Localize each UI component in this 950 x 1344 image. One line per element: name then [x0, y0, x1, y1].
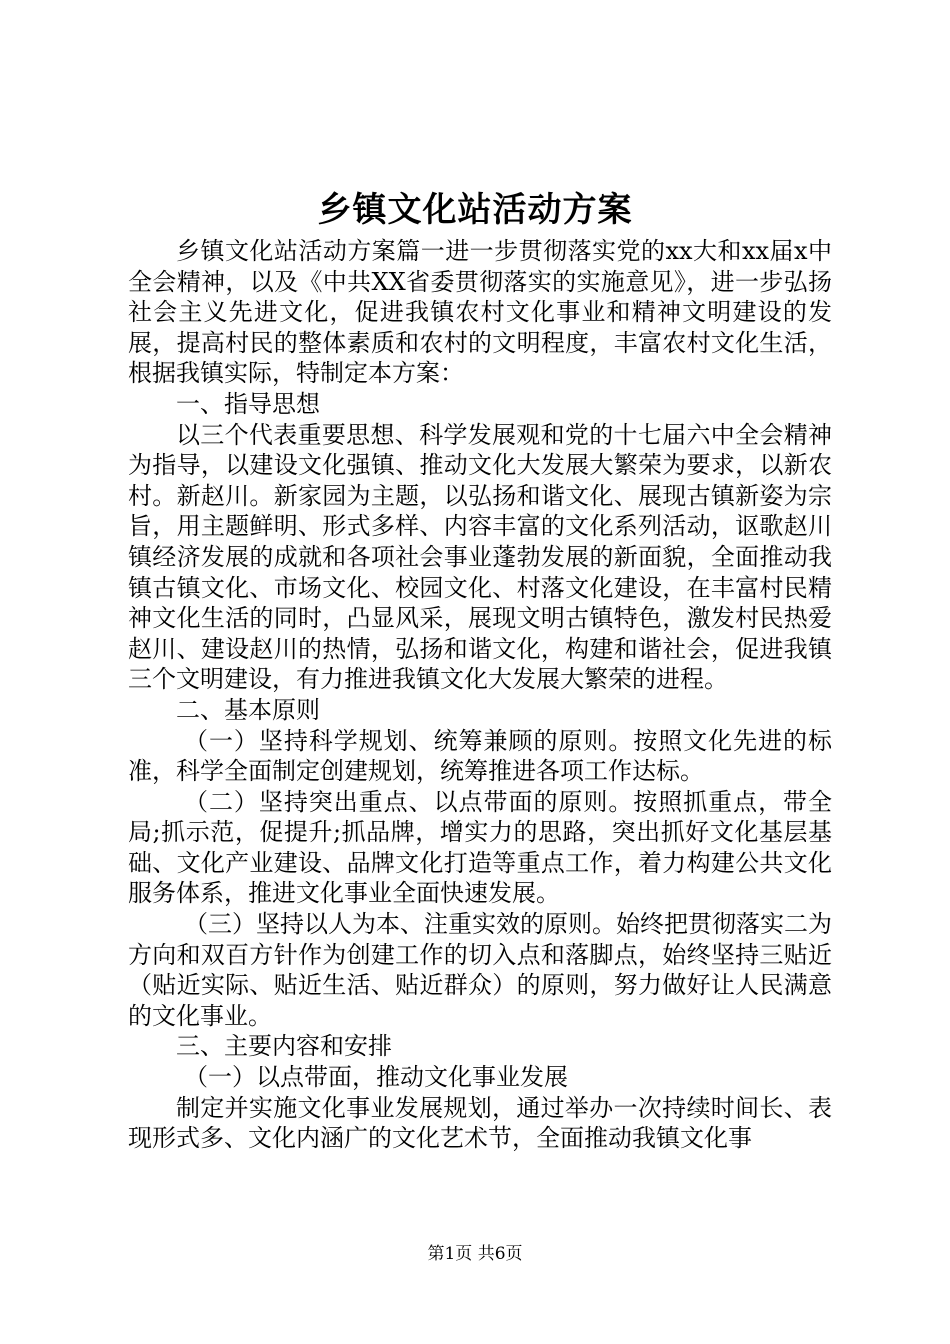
paragraph-principle-2: （二）坚持突出重点、以点带面的原则。按照抓重点，带全局;抓示范，促提升;抓品牌，增实力的思路，突出抓好文化基层基础、文化产业建设、品牌文化打造等重点工作，着力构建公共文化服务体系，推进文化事业全面快速发展。: [128, 787, 832, 908]
section-heading-guiding-thought: 一、指导思想: [176, 389, 320, 418]
document-title: 乡镇文化站活动方案: [317, 190, 633, 230]
paragraph-guiding-thought: 以三个代表重要思想、科学发展观和党的十七届六中全会精神为指导，以建设文化强镇、推动文化大发展大繁荣为要求，以新农村。新赵川。新家园为主题，以弘扬和谐文化、展现古镇新姿为宗旨，用主题鲜明、形式多样、内容丰富的文化系列活动，讴歌赵川镇经济发展的成就和各项社会事业蓬勃发展的新面貌，全面推动我镇古镇文化、市场文化、校园文化、村落文化建设，在丰富村民精神文化生活的同时，凸显风采，展现文明古镇特色，激发村民热爱赵川、建设赵川的热情，弘扬和谐文化，构建和谐社会，促进我镇三个文明建设，有力推进我镇文化大发展大繁荣的进程。: [128, 420, 832, 694]
page-footer: 第1页 共6页: [427, 1244, 523, 1264]
section-heading-basic-principles: 二、基本原则: [176, 695, 320, 724]
document-body: [128, 236, 832, 1154]
paragraph-principle-3: （三）坚持以人为本、注重实效的原则。始终把贯彻落实二为方向和双百方针作为创建工作的切入点和落脚点，始终坚持三贴近（贴近实际、贴近生活、贴近群众）的原则，努力做好让人民满意的文化事业。: [128, 910, 832, 1030]
paragraph-subsection-1: 制定并实施文化事业发展规划，通过举办一次持续时间长、表现形式多、文化内涵广的文化艺术节，全面推动我镇文化事: [128, 1093, 832, 1153]
subsection-heading-1: （一）以点带面，推动文化事业发展: [184, 1063, 568, 1092]
paragraph-principle-1: （一）坚持科学规划、统筹兼顾的原则。按照文化先进的标准，科学全面制定创建规划，统筹推进各项工作达标。: [128, 726, 832, 786]
section-heading-main-content: 三、主要内容和安排: [176, 1032, 392, 1061]
paragraph-intro: 乡镇文化站活动方案篇一进一步贯彻落实党的xx大和xx届x中全会精神，以及《中共XX省委贯彻落实的实施意见》，进一步弘扬社会主义先进文化，促进我镇农村文化事业和精神文明建设的发展，提高村民的整体素质和农村的文明程度，丰富农村文化生活，根据我镇实际，特制定本方案：: [128, 237, 832, 388]
